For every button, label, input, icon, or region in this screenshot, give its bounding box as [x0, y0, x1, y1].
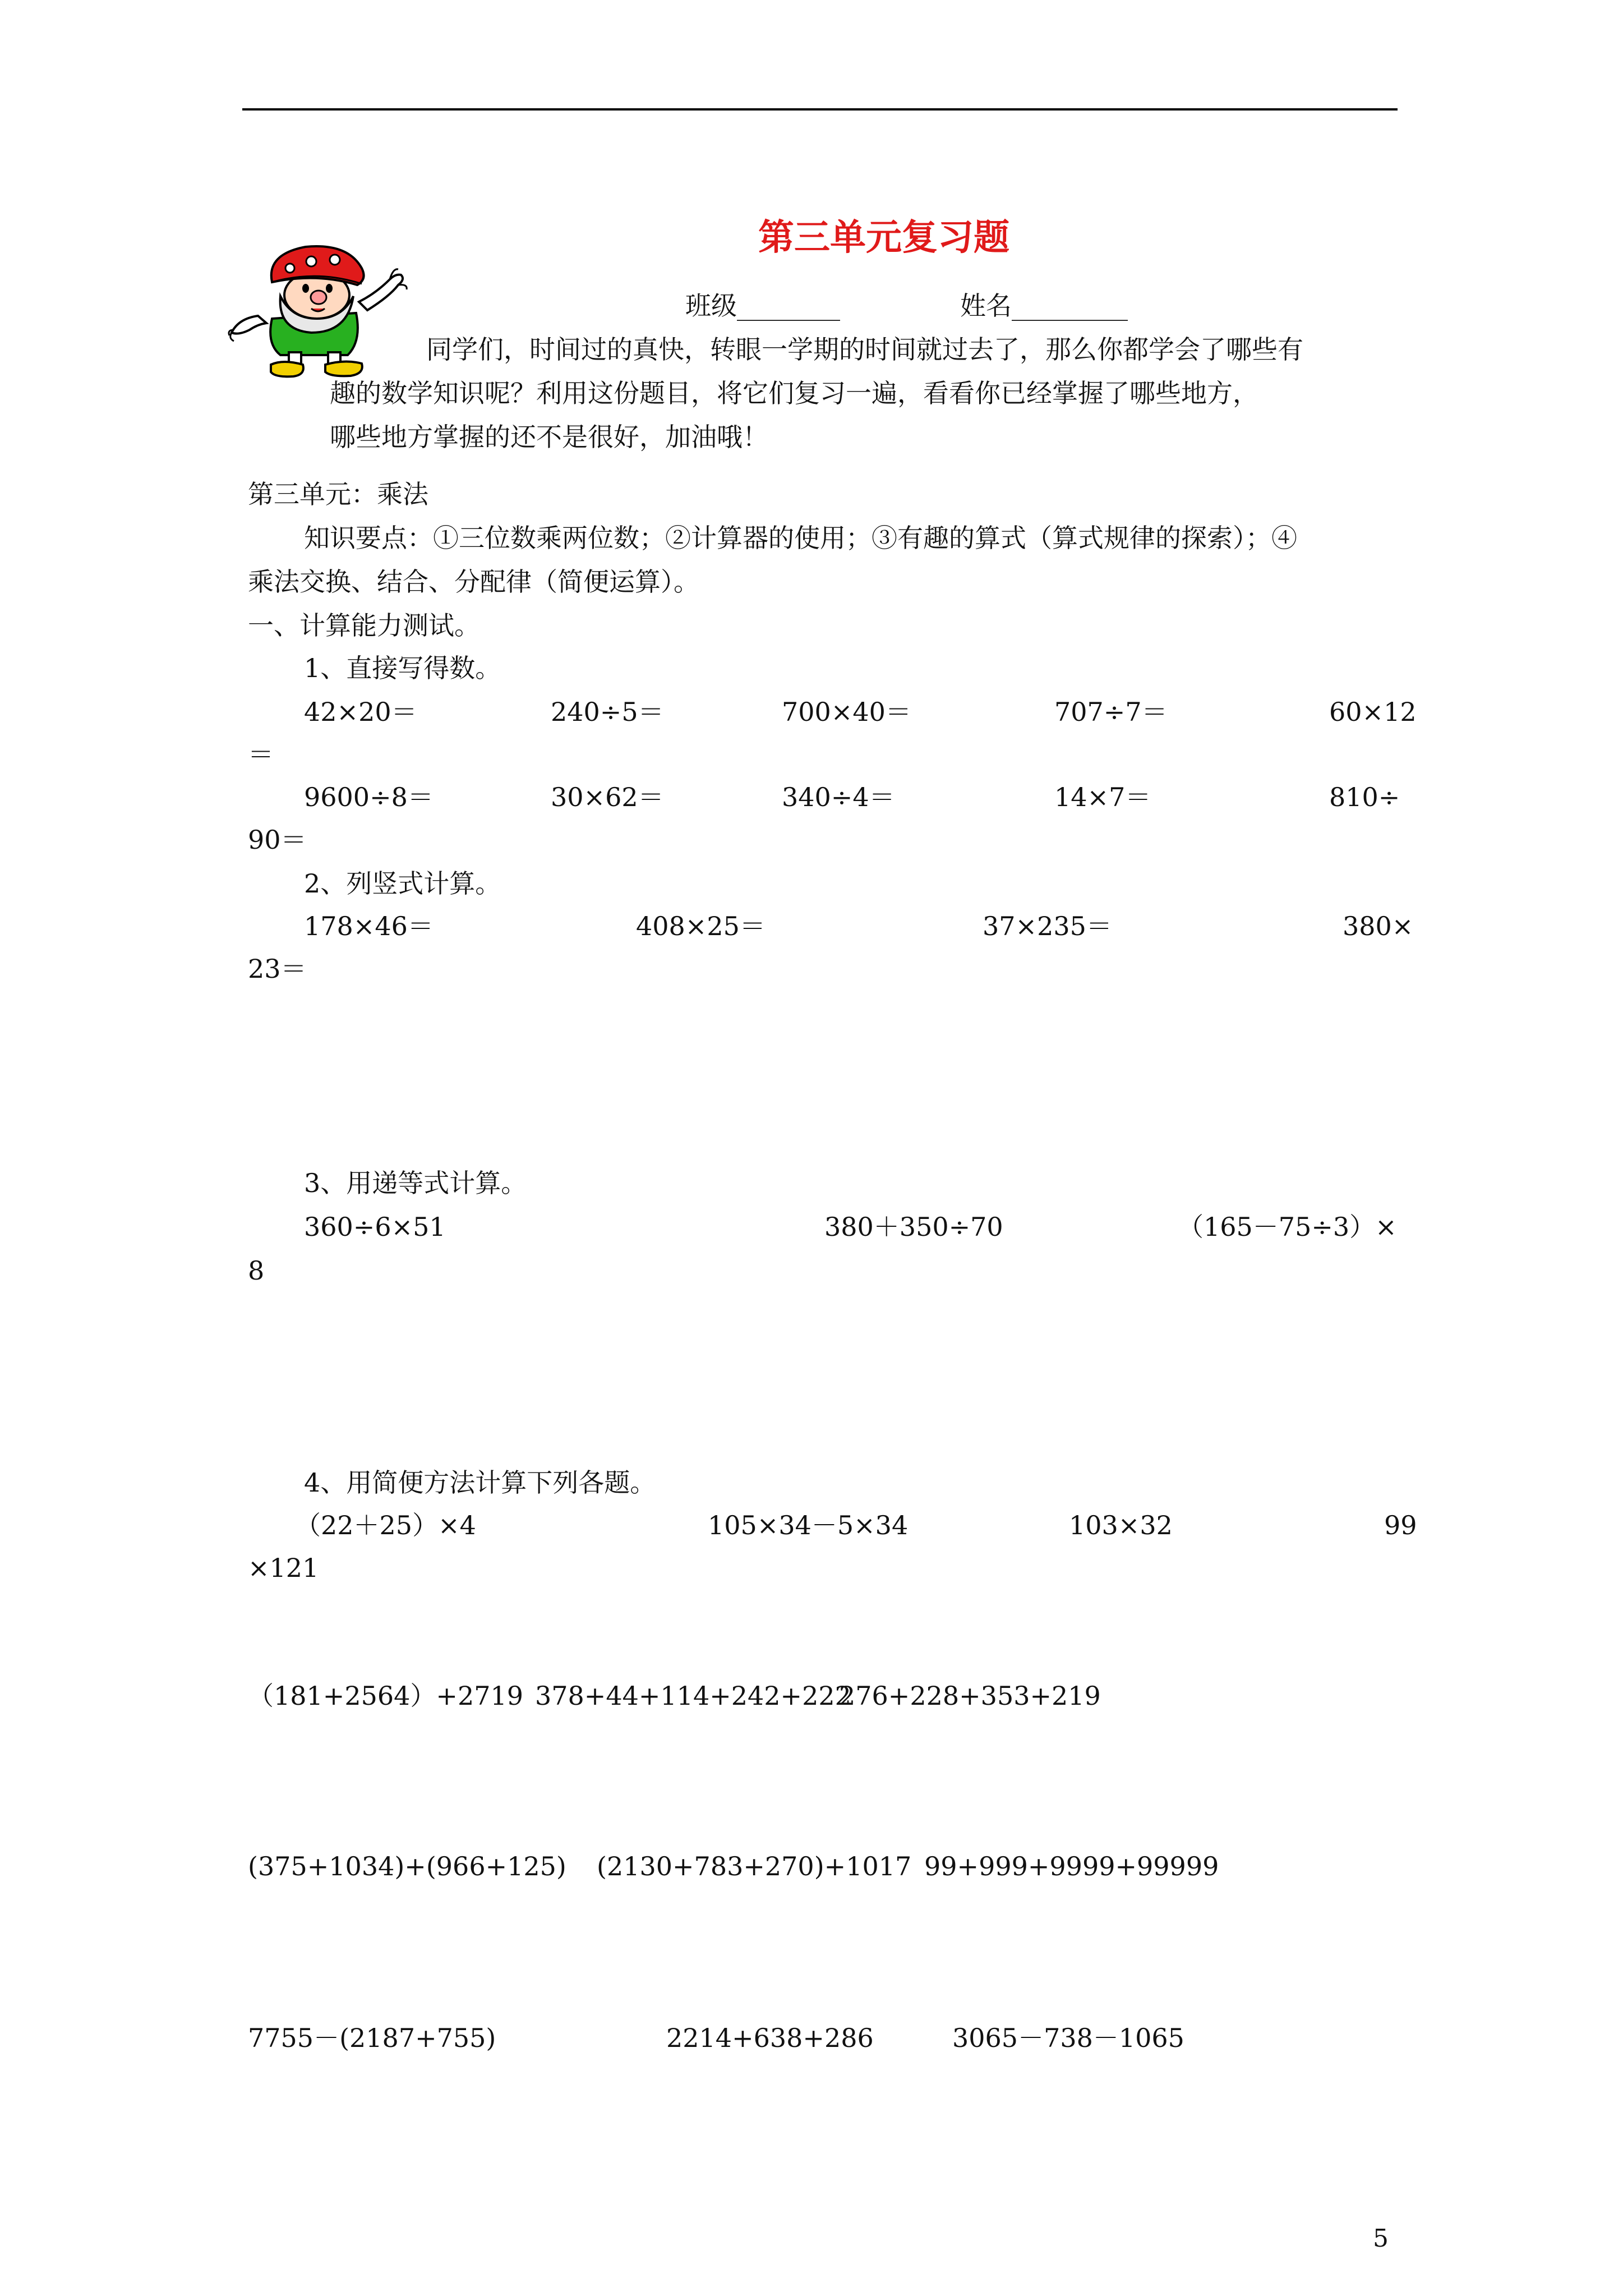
q3-item: 380＋350÷70 [824, 1212, 1003, 1242]
page-number: 5 [1373, 2224, 1389, 2253]
q4-item: (2130+783+270)+1017 [597, 1851, 912, 1881]
header-rule [242, 108, 1398, 111]
key-points-line-1: 知识要点：①三位数乘两位数；②计算器的使用；③有趣的算式（算式规律的探索）；④ [304, 523, 1297, 553]
q3-item: （165－75÷3）× [1178, 1212, 1397, 1242]
dwarf-mascot-icon [227, 240, 418, 380]
section-1-heading: 一、计算能力测试。 [248, 610, 480, 641]
q1-item: 30×62＝ [551, 782, 664, 812]
intro-line-3: 哪些地方掌握的还不是很好，加油哦！ [330, 422, 768, 452]
q2-item: 178×46＝ [304, 911, 434, 941]
q1-item: 42×20＝ [304, 697, 417, 727]
q1-item: 60×12 [1329, 697, 1417, 727]
q4-item: （181+2564）+2719 [248, 1681, 524, 1711]
q3-item-wrap: 8 [248, 1255, 265, 1286]
q4-item: 105×34－5×34 [708, 1510, 909, 1540]
q4-item: （22＋25）×4 [295, 1510, 476, 1540]
q1-item: 9600÷8＝ [304, 782, 434, 812]
worksheet-title: 第三单元复习题 [758, 217, 1009, 259]
intro-line-2: 趣的数学知识呢？利用这份题目，将它们复习一遍，看看你已经掌握了哪些地方， [330, 378, 1258, 408]
q4-heading: 4、用简便方法计算下列各题。 [304, 1467, 656, 1498]
q1-heading: 1、直接写得数。 [304, 653, 501, 683]
q4-item: 7755－(2187+755) [248, 2023, 496, 2053]
class-field-label: 班级________ [685, 291, 840, 321]
q4-item: 2214+638+286 [666, 2023, 874, 2053]
q1-item: 14×7＝ [1054, 782, 1151, 812]
q1-item: 240÷5＝ [551, 697, 664, 727]
q4-item: 103×32 [1069, 1510, 1173, 1540]
unit-heading: 第三单元：乘法 [248, 479, 428, 509]
q4-item: 99 [1384, 1510, 1417, 1540]
q4-item: 378+44+114+242+222 [535, 1681, 851, 1711]
q2-heading: 2、列竖式计算。 [304, 868, 501, 899]
key-points-line-2: 乘法交换、结合、分配律（简便运算）。 [248, 567, 699, 597]
q4-item-wrap: ×121 [248, 1553, 319, 1583]
q1-item: 810÷ [1329, 782, 1400, 812]
q1-item: 340÷4＝ [782, 782, 895, 812]
intro-line-1: 同学们，时间过的真快，转眼一学期的时间就过去了，那么你都学会了哪些有 [426, 334, 1303, 365]
q1-item: 707÷7＝ [1054, 697, 1168, 727]
name-field-label: 姓名_________ [960, 291, 1128, 321]
q2-item-wrap: 23＝ [248, 954, 307, 984]
q3-item: 360÷6×51 [304, 1212, 446, 1242]
q4-item: (375+1034)+(966+125) [248, 1851, 566, 1881]
q2-item: 37×235＝ [983, 911, 1112, 941]
q1-item: 700×40＝ [782, 697, 911, 727]
q4-item: 3065－738－1065 [952, 2023, 1184, 2053]
q4-item: 99+999+9999+99999 [924, 1851, 1219, 1881]
q1-item-wrap: ＝ [248, 739, 274, 770]
q3-heading: 3、用递等式计算。 [304, 1168, 527, 1198]
q2-item: 408×25＝ [636, 911, 766, 941]
q2-item: 380× [1343, 911, 1414, 941]
q1-item-wrap: 90＝ [248, 825, 307, 855]
q4-item: 276+228+353+219 [839, 1681, 1101, 1711]
